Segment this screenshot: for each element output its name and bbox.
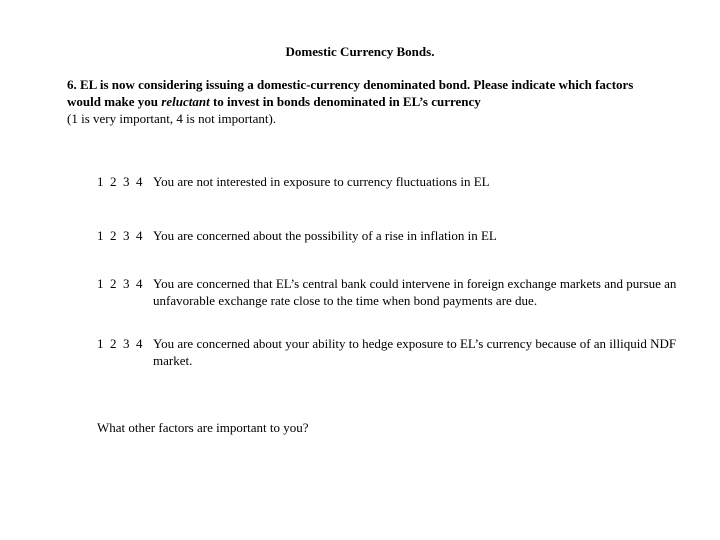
rating-item-text: You are concerned about the possibility of a rise in inflation in EL [153, 228, 497, 243]
rating-item-text: You are not interested in exposure to currency fluctuations in EL [153, 174, 490, 189]
scale-note: (1 is very important, 4 is not important). [67, 111, 277, 126]
rating-scale[interactable]: 1 2 3 4 [97, 174, 143, 189]
question-text [67, 76, 667, 127]
rating-scale[interactable]: 1 2 3 4 [97, 276, 143, 291]
document-title: Domestic Currency Bonds. [285, 44, 435, 59]
question-text-before: 6. EL is now considering issuing a domestic-currency denominated bond. Please indicate which factors would make you [67, 77, 634, 109]
rating-item-text: You are concerned that EL’s central bank could intervene in foreign exchange markets and pursue an unfavorable exchange rate close to the time when bond payments are due. [153, 276, 677, 308]
rating-scale[interactable]: 1 2 3 4 [97, 336, 143, 351]
rating-item [97, 173, 677, 190]
rating-item-text: You are concerned about your ability to hedge exposure to EL’s currency because of an illiquid NDF market. [153, 336, 677, 368]
rating-item [97, 275, 677, 309]
question-text-after: to invest in bonds denominated in EL’s currency [209, 94, 481, 109]
question-emphasis: reluctant [161, 94, 210, 109]
other-factors-prompt: What other factors are important to you? [97, 420, 309, 435]
rating-item [97, 335, 677, 369]
rating-scale[interactable]: 1 2 3 4 [97, 228, 143, 243]
rating-item [97, 227, 677, 244]
